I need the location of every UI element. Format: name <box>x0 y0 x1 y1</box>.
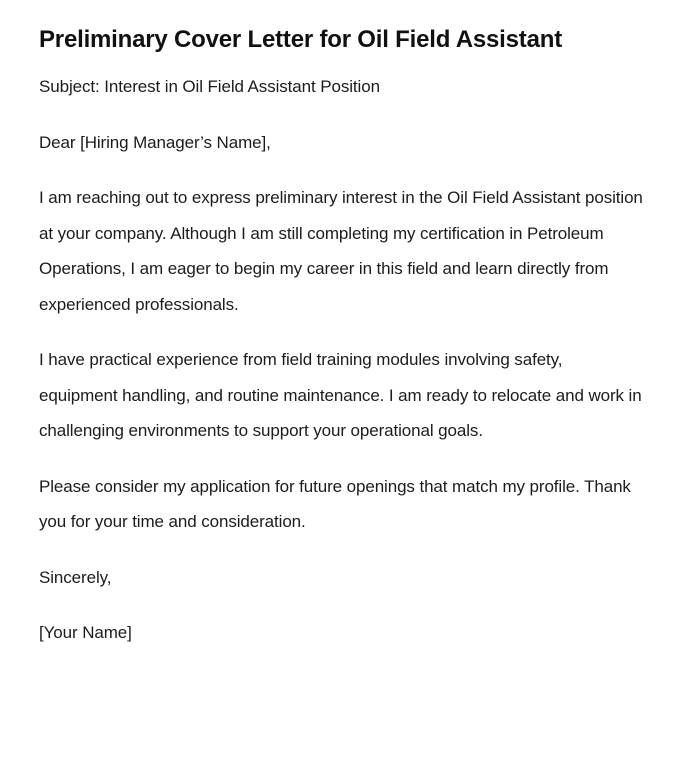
body-paragraph-3: Please consider my application for future openings that match my profile. Thank you for your time and consideration. <box>39 476 631 531</box>
body-paragraph-1: I am reaching out to express preliminary interest in the Oil Field Assistant position at your company. Although I am still completing my certification in Petroleum Operations, I am eager to begin my career in this field and learn directly from experienced professionals. <box>39 188 643 314</box>
page-title: Preliminary Cover Letter for Oil Field Assistant <box>39 26 562 53</box>
closing: Sincerely, <box>39 567 112 587</box>
body-paragraph-2: I have practical experience from field training modules involving safety, equipment handling, and routine maintenance. I am ready to relocate and work in challenging environments to support your operational goals. <box>39 350 642 440</box>
signature-placeholder: [Your Name] <box>39 623 132 642</box>
salutation: Dear [Hiring Manager’s Name], <box>39 132 271 152</box>
subject-line: Subject: Interest in Oil Field Assistant Position <box>39 77 380 96</box>
